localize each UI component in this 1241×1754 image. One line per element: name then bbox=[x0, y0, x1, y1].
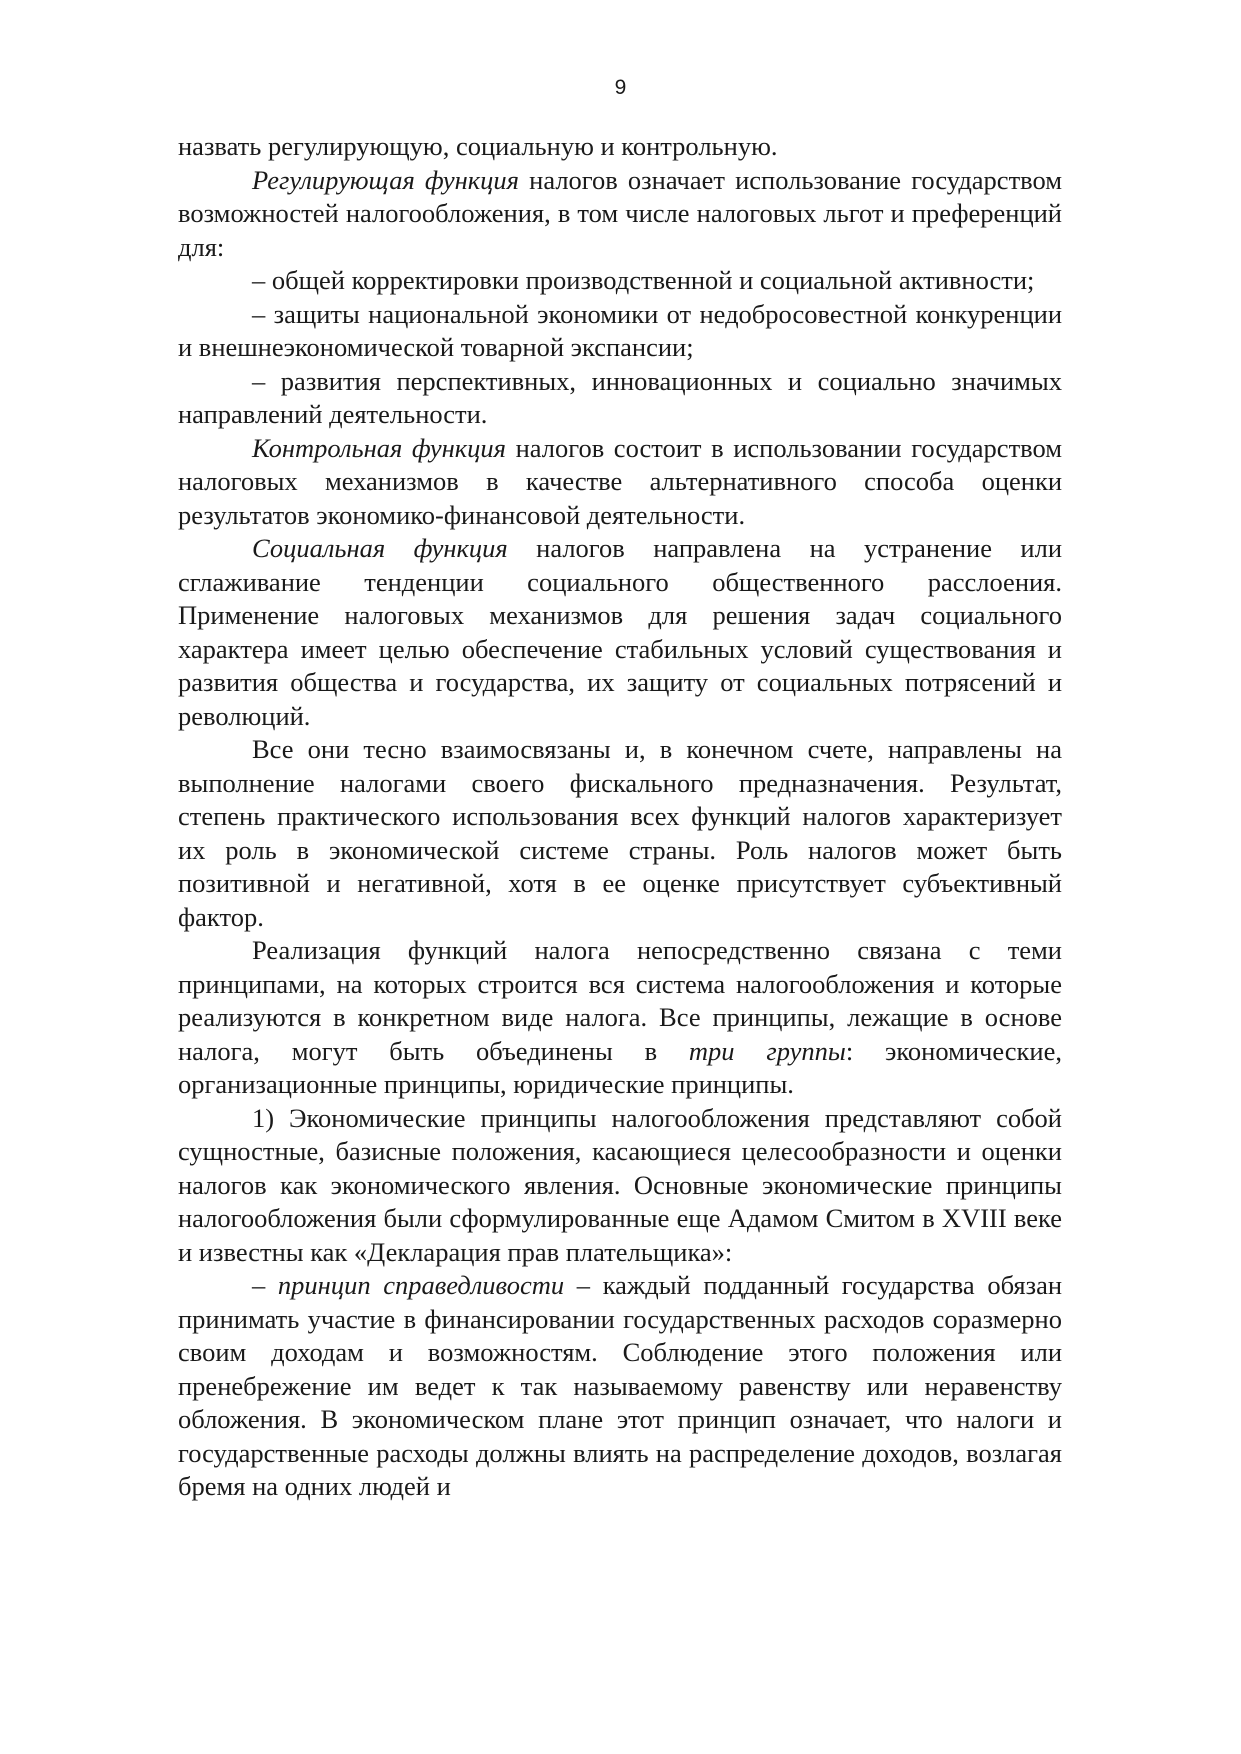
page-number: 9 bbox=[614, 76, 627, 99]
paragraph bbox=[178, 130, 1062, 164]
paragraph bbox=[178, 164, 1062, 265]
text-run: Все они тесно взаимосвязаны и, в конечном счете, направлены на выполнение налогами своего фискального предназначения. Результат, степень практического использования всех функций налогов характеризует их роль в экономической системе страны. Роль налогов может быть позитивной и негативной, хотя в ее оценке присутствует субъективный фактор. bbox=[178, 734, 1062, 932]
text-run: назвать регулирующую, социальную и контрольную. bbox=[178, 131, 778, 161]
paragraph bbox=[178, 1269, 1062, 1504]
paragraph bbox=[178, 432, 1062, 533]
text-run: – bbox=[252, 1270, 278, 1300]
italic-term: Регулирующая функция bbox=[252, 164, 519, 195]
paragraph bbox=[178, 1102, 1062, 1270]
text-run: : экономические, организационные принципы, юридические принципы. bbox=[178, 1035, 1062, 1099]
italic-term: Контрольная функция bbox=[252, 432, 506, 463]
text-run: Реализация функций налога непосредственно связана с теми принципами, на которых строится вся система налогообложения и которые реализуются в конкретном виде налога. Все принципы, лежащие в основе налога, могут быть объединены в bbox=[178, 935, 1062, 1066]
text-run: 1) Экономические принципы налогообложения представляют собой сущностные, базисные положения, касающиеся целесообразности и оценки налогов как экономического явления. Основные экономические принципы налогообложения были сформулированные еще Адамом Смитом в XVIII веке и известны как «Декларация прав плательщика»: bbox=[178, 1102, 1062, 1267]
paragraph bbox=[178, 532, 1062, 733]
text-run: – каждый подданный государства обязан принимать участие в финансировании государственных расходов соразмерно своим доходам и возможностям. Соблюдение этого положения или пренебрежение им ведет к так называемому равенству или неравенству обложения. В экономическом плане этот принцип означает, что налоги и государственные расходы должны влиять на распределение доходов, возлагая бремя на одних людей и bbox=[178, 1270, 1063, 1501]
italic-term: принцип справедливости bbox=[277, 1270, 565, 1300]
text-run: налогов означает использование государством возможностей налогообложения, в том числе налоговых льгот и преференций для: bbox=[178, 164, 1062, 262]
paragraph bbox=[178, 733, 1062, 934]
paragraph bbox=[178, 298, 1062, 365]
text-run: – развития перспективных, инновационных и социально значимых направлений деятельности. bbox=[178, 365, 1062, 429]
text-run: – общей корректировки производственной и социальной активности; bbox=[252, 265, 1035, 295]
paragraph bbox=[178, 365, 1062, 432]
text-run: налогов состоит в использовании государством налоговых механизмов в качестве альтернативного способа оценки результатов экономико-финансовой деятельности. bbox=[178, 432, 1062, 530]
italic-term: Социальная функция bbox=[252, 533, 508, 563]
paragraph bbox=[178, 934, 1062, 1102]
text-run: налогов направлена на устранение или сглаживание тенденции социального общественного расслоения. Применение налоговых механизмов для решения задач социального характера имеет целью обеспечение стабильных условий существования и развития общества и государства, их защиту от социальных потрясений и революций. bbox=[178, 533, 1062, 731]
text-run: – защиты национальной экономики от недобросовестной конкуренции и внешнеэкономической товарной экспансии; bbox=[178, 298, 1062, 362]
body-text bbox=[178, 130, 1062, 1504]
paragraph bbox=[178, 264, 1062, 298]
italic-term: три группы bbox=[688, 1035, 846, 1066]
